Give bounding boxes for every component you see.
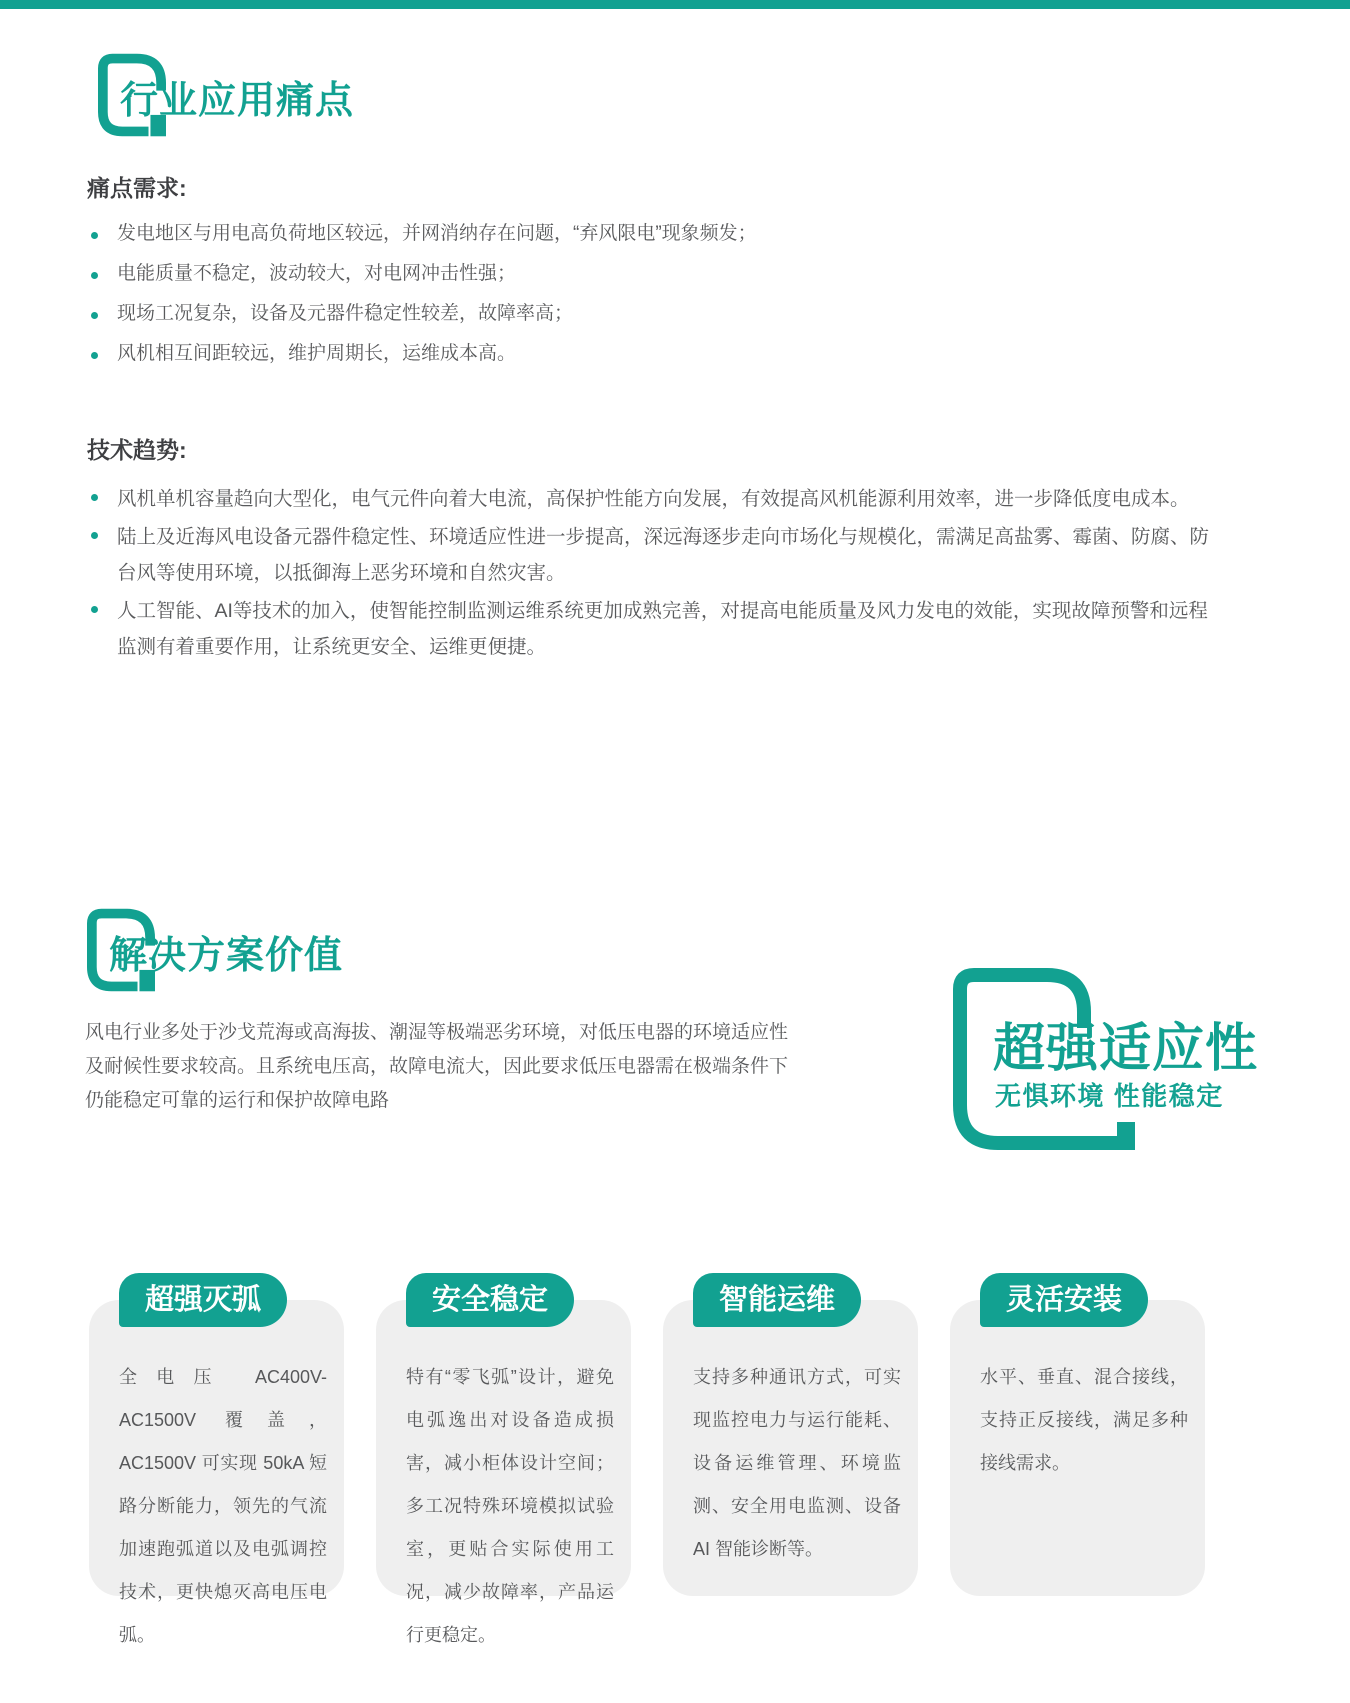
bullet-icon <box>91 272 98 279</box>
list-item-text: 风机单机容量趋向大型化，电气元件向着大电流，高保护性能方向发展，有效提高风机能源利用效率，进一步降低度电成本。 <box>117 488 1190 510</box>
pain-heading: 痛点需求: <box>87 175 187 201</box>
card-label-badge: 超强灭弧 <box>119 1273 287 1327</box>
bullet-icon <box>91 352 98 359</box>
card-text: 水平、垂直、混合接线，支持正反接线，满足多种接线需求。 <box>980 1367 1188 1473</box>
bullet-icon <box>91 232 98 239</box>
bullet-icon <box>91 606 98 613</box>
feature-card-safety-stability <box>376 1284 631 1645</box>
list-item-text: 人工智能、AI等技术的加入，使智能控制监测运维系统更加成熟完善，对提高电能质量及风力发电的效能，实现故障预警和远程监测有着重要作用，让系统更安全、运维更便捷。 <box>117 600 1208 658</box>
card-label-badge: 灵活安装 <box>980 1273 1148 1327</box>
feature-card-smart-operations <box>663 1284 918 1596</box>
section-header-solution-value <box>87 908 343 992</box>
list-item-text: 陆上及近海风电设备元器件稳定性、环境适应性进一步提高，深远海逐步走向市场化与规模化，需满足高盐雾、霉菌、防腐、防台风等使用环境，以抵御海上恶劣环境和自然灾害。 <box>117 526 1210 584</box>
list-item-text: 发电地区与用电高负荷地区较远，并网消纳存在问题，“弃风限电”现象频发； <box>117 223 757 244</box>
list-item <box>85 339 1275 369</box>
pain-demand-block <box>85 170 1275 379</box>
card-text: 特有“零飞弧”设计，避免电弧逸出对设备造成损害，减小柜体设计空间；多工况特殊环境模拟试验室，更贴合实际使用工况，减少故障率，产品运行更稳定。 <box>406 1367 614 1645</box>
list-item <box>85 219 1275 249</box>
section-header-pain-points <box>98 53 354 137</box>
adaptability-title: 超强适应性 <box>993 1020 1259 1078</box>
section-title: 解决方案价值 <box>109 935 344 977</box>
bullet-icon <box>91 532 98 539</box>
trends-heading: 技术趋势: <box>87 437 187 463</box>
adaptability-subtitle: 无惧环境 性能稳定 <box>995 1081 1224 1111</box>
list-item <box>85 519 1210 591</box>
list-item <box>85 481 1210 517</box>
card-text: 全电压 AC400V-AC1500V 覆盖，AC1500V 可实现 50kA 短路分断能力，领先的气流加速跑弧道以及电弧调控技术，更快熄灭高电压电弧。 <box>119 1367 327 1645</box>
tech-trends-block <box>85 432 1210 667</box>
section-title: 行业应用痛点 <box>120 80 355 122</box>
list-item-text: 现场工况复杂，设备及元器件稳定性较差，故障率高； <box>117 303 574 324</box>
adaptability-graphic <box>953 968 1259 1150</box>
list-item <box>85 593 1210 665</box>
list-item-text: 风机相互间距较远，维护周期长，运维成本高。 <box>117 343 517 364</box>
bullet-icon <box>91 494 98 501</box>
list-item-text: 电能质量不稳定，波动较大，对电网冲击性强； <box>117 263 517 284</box>
list-item <box>85 259 1275 289</box>
card-label-badge: 安全稳定 <box>406 1273 574 1327</box>
feature-card-arc-extinguishing <box>89 1284 344 1645</box>
bullet-icon <box>91 312 98 319</box>
list-item <box>85 299 1275 329</box>
top-divider-bar <box>0 0 1350 9</box>
solution-value-paragraph: 风电行业多处于沙戈荒海或高海拔、潮湿等极端恶劣环境，对低压电器的环境适应性及耐候性要求较高。且系统电压高，故障电流大，因此要求低压电器需在极端条件下仍能稳定可靠的运行和保护故障电路 <box>85 1022 789 1111</box>
card-label-badge: 智能运维 <box>693 1273 861 1327</box>
card-text: 支持多种通讯方式，可实现监控电力与运行能耗、设备运维管理、环境监测、安全用电监测、设备 AI 智能诊断等。 <box>693 1367 901 1559</box>
feature-card-flexible-installation <box>950 1284 1205 1596</box>
